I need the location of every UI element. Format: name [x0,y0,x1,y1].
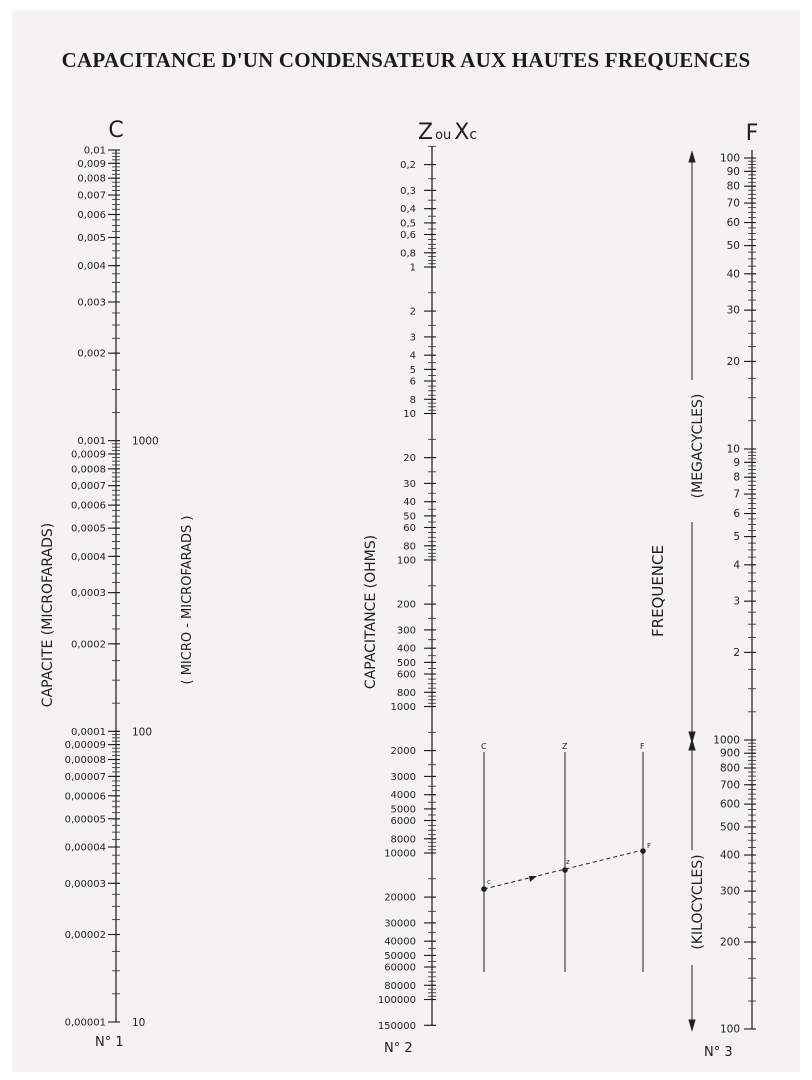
scale-c-tick-label: 0,0009 [71,449,106,461]
scale-z-tick-label: 60 [403,522,416,534]
scale-c-tick-label: 0,001 [77,436,106,448]
scale-f-kc-tick-label: 1000 [713,734,740,747]
scale-f-kc-tick-label: 400 [719,849,740,862]
scale-z-symbol-x: X [454,120,470,145]
scale-z-tick-label: 80000 [384,980,416,992]
scale-c-tick-label: 0,0007 [71,481,106,493]
scale-z-tick-label: 0,2 [400,160,416,172]
scale-z-symbol-or: ou [435,128,452,143]
scale-z-tick-label: 400 [396,643,416,655]
scale-z-tick-label: 40000 [384,936,416,948]
scale-f-mc-tick-label: 20 [726,355,740,368]
scale-f-mc-tick-label: 40 [726,268,740,281]
scale-c-tick-label: 0,0008 [71,464,106,476]
scale-z-tick-label: 100000 [377,995,416,1006]
scale-c-tick-label: 0,00007 [64,771,106,783]
scale-c-tick-label: 0,003 [77,297,106,309]
scale-z-tick-label: 40 [403,497,416,509]
scale-z-tick-label: 50 [403,511,416,523]
scale-f-number: N° 3 [704,1045,733,1060]
scale-z-tick-label: 6000 [390,815,416,827]
scale-z-tick-label: 2 [409,306,416,318]
scale-f-kc-tick-label: 200 [719,936,740,949]
scale-z-tick-label: 3000 [390,771,416,783]
scale-z-tick-label: 150000 [377,1020,416,1032]
scale-c-tick-label: 0,005 [77,232,106,244]
key-point-label-f: F [647,842,652,850]
scale-z-tick-label: 200 [396,599,416,611]
scale-f-mc-tick-label: 2 [733,646,740,659]
scale-z-symbol [418,120,477,145]
scale-f-kc-tick-label: 900 [719,747,740,760]
scale-z-number: N° 2 [384,1041,413,1056]
scale-f-kc-tick-label: 100 [719,1023,740,1036]
scale-c-tick-label: 0,01 [83,145,106,157]
scale-z-tick-label: 1000 [390,702,416,713]
scale-f-kc-tick-label: 500 [719,821,740,834]
scale-c-tick-label: 0,00001 [64,1017,106,1029]
key-point-f [641,849,646,854]
scale-z-tick-label: 4000 [390,790,416,802]
scale-f-mc-tick-label: 4 [733,559,740,572]
scale-z-tick-label: 5000 [390,804,416,816]
scale-z-tick-label: 20 [403,453,416,465]
scale-c-tick-label: 0,0002 [71,639,106,651]
key-arrow [529,876,537,882]
scale-c-tick-label: 0,002 [77,348,106,360]
scale-z-tick-label: 60000 [384,962,416,974]
key-axis-label-c: C [481,742,487,751]
scale-c-tick-label: 0,0003 [71,588,106,600]
scale-z-tick-label: 0,6 [400,229,416,241]
example-key [482,752,646,972]
scale-z-tick-label: 1 [409,262,416,274]
scale-f-mc-tick-label: 80 [726,180,740,193]
scale-c-tick-label: 0,008 [77,173,106,185]
scale-z-tick-label: 8000 [390,834,416,846]
scale-z-tick-label: 600 [396,669,416,681]
scale-c-tick-label: 0,00006 [64,791,106,803]
scale-f-upper-label: (MEGACYCLES) [690,393,706,499]
scale-f-mc-tick-label: 50 [726,240,740,253]
scale-c-tick-label: 0,00008 [64,755,106,767]
scale-f-mc-tick-label: 6 [733,508,740,521]
scale-f-mc-tick-label: 60 [726,217,740,230]
scale-z-tick-label: 20000 [384,892,416,904]
scale-c-tick-label: 0,004 [77,261,106,273]
scale-c-tick-label: 0,006 [77,209,106,221]
scale-z-tick-label: 8 [409,394,416,406]
scale-z-tick-label: 80 [403,541,416,553]
scale-f-kc-tick-label: 700 [719,779,740,792]
scale-f-mc-tick-label: 10 [726,443,740,456]
scale-c-secondary-tick-label: 10 [132,1017,146,1029]
scale-z-tick-label: 800 [396,687,416,699]
scale-f-mc-tick-label: 90 [726,165,740,178]
key-point-z [563,868,568,873]
scale-z-symbol-sub: c [469,127,478,143]
scale-f-mc-tick-label: 3 [733,595,740,608]
scale-c-symbol: C [108,118,124,143]
scale-c-secondary-tick-label: 1000 [132,435,159,448]
scale-f-mc-tick-label: 7 [733,488,740,501]
scale-c-tick-label: 0,0001 [71,726,106,738]
key-axis-label-f: F [640,742,645,751]
scale-c-tick-label: 0,00009 [64,740,106,752]
scale-z-tick-label: 0,8 [400,248,416,260]
scale-f-kc-tick-label: 600 [719,798,740,811]
scale-z-tick-label: 30 [403,478,416,490]
scale-f-kc-tick-label: 800 [719,762,740,775]
scale-z-tick-label: 0,4 [400,204,416,216]
scale-z-symbol-main: Z [418,120,434,145]
scale-c-secondary-label: ( MICRO - MICROFARADS ) [180,515,195,685]
scale-z-tick-label: 10 [403,409,416,420]
scale-z-tick-label: 2000 [390,746,416,758]
scale-z-tick-label: 0,3 [400,185,416,197]
scale-c-tick-label: 0,007 [77,190,106,202]
scale-z-tick-label: 3 [409,332,416,344]
scale-c-tick-label: 0,00005 [64,814,106,826]
scale-f-symbol: F [745,121,759,146]
scale-c-tick-label: 0,00003 [64,878,106,890]
scale-z-tick-label: 100 [396,555,416,567]
scale-z-tick-label: 4 [409,350,416,362]
key-axis-label-z: Z [562,742,568,751]
scale-c-tick-label: 0,0004 [71,551,106,563]
scale-c-tick-label: 0,00004 [64,842,106,854]
scale-z-tick-label: 30000 [384,918,416,930]
scale-z-tick-label: 50000 [384,950,416,962]
scale-c-tick-label: 0,0005 [71,523,106,535]
scale-f-mc-tick-label: 5 [733,531,740,544]
scale-f-kc-tick-label: 300 [719,885,740,898]
scale-z-tick-label: 10000 [384,848,416,860]
scale-z-tick-label: 500 [396,657,416,669]
scale-f-label: FREQUENCE [649,545,667,637]
key-point-label-c: c [487,878,491,886]
scale-z-tick-label: 300 [396,625,416,637]
scale-z-tick-label: 5 [409,364,416,376]
scale-z-tick-label: 0,5 [400,218,416,230]
page-title: CAPACITANCE D'UN CONDENSATEUR AUX HAUTES FREQUENCES [61,48,751,72]
scale-c-number: N° 1 [95,1035,124,1050]
scale-f-mc-tick-label: 70 [726,197,740,210]
scale-f-lower-label: (KILOCYCLES) [690,854,706,950]
key-point-c [482,887,487,892]
scale-z-label: CAPACITANCE (OHMS) [363,534,379,690]
key-point-label-z: z [566,858,570,866]
scale-f-mc-tick-label: 100 [719,152,740,165]
scale-c-secondary-tick-label: 100 [132,726,153,739]
scale-c-tick-label: 0,009 [77,158,106,170]
scale-c-tick-label: 0,0006 [71,500,106,512]
scale-f-mc-tick-label: 8 [733,471,740,484]
scale-z-tick-label: 6 [409,376,416,388]
scale-f-mc-tick-label: 9 [733,456,740,469]
scale-c-label: CAPACITE (MICROFARADS) [40,522,56,708]
scale-f-mc-tick-label: 30 [726,304,740,317]
scale-c-tick-label: 0,00002 [64,930,106,942]
